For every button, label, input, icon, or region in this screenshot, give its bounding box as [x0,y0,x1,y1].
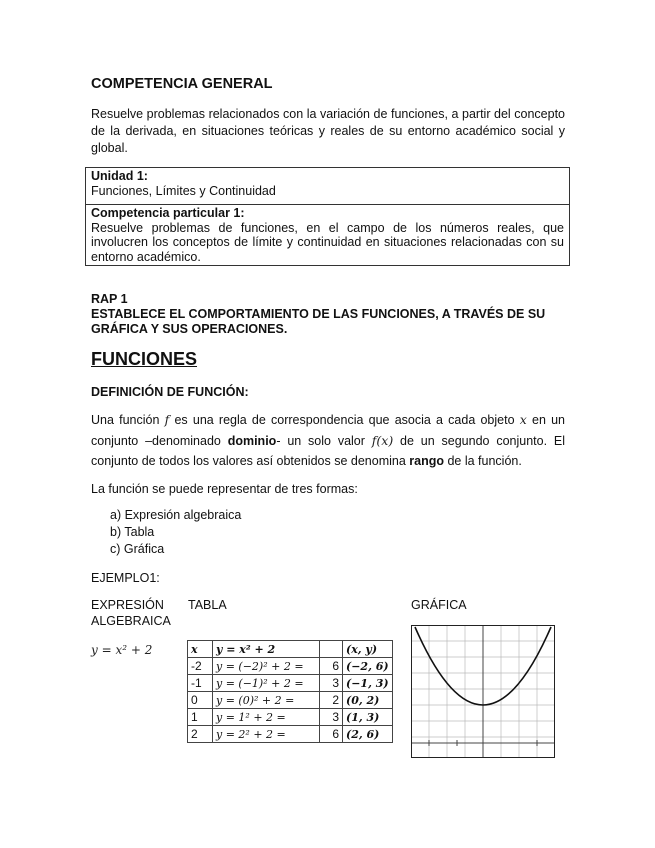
parabola-graph [411,625,556,759]
fx-symbol: f(x) [371,432,394,448]
definition-paragraph: Una función f es una regla de correspondencia que asocia a cada objeto x en un conjunto –denominado dominio- un solo valor f(x) de un segundo conjunto. El conjunto de todos los valores así obtenidos se denomina rango de la función. [91,412,566,468]
table-row: 0 y = (0)² + 2 = 2 (0, 2) [188,692,393,709]
definition-heading: DEFINICIÓN DE FUNCIÓN: [91,385,249,399]
table-row: 1 y = 1² + 2 = 3 (1, 3) [188,709,393,726]
competencia-particular-text: Resuelve problemas de funciones, en el campo de los números reales, que involucren los conceptos de límite y continuidad en situaciones relacionadas con su entorno académico. [91,220,564,264]
f-symbol: f [164,412,170,427]
list-item: c) Gráfica [110,542,165,556]
competencia-general-heading: COMPETENCIA GENERAL [91,76,273,92]
forms-list [110,507,241,558]
dominio-term: dominio [227,433,277,448]
table-row: -1 y = (−1)² + 2 = 3 (−1, 3) [188,675,393,692]
unit-title: Unidad 1: [91,169,148,183]
rap-label: RAP 1 [91,292,128,306]
x-symbol: x [519,412,527,427]
forms-intro: La función se puede representar de tres formas: [91,482,358,496]
table-row: 2 y = 2² + 2 = 6 (2, 6) [188,726,393,743]
graph-column-header: GRÁFICA [411,598,467,612]
table-header-row: x y = x² + 2 (x, y) [188,641,393,658]
rap-text: ESTABLECE EL COMPORTAMIENTO DE LAS FUNCIONES, A TRAVÉS DE SU GRÁFICA Y SUS OPERACIONES. [91,307,546,336]
rap-block [91,292,571,337]
algebraic-expression: y = x² + 2 [91,643,153,657]
values-table [187,640,393,743]
expression-column-header: EXPRESIÓN ALGEBRAICA [91,598,171,628]
unit-box [85,167,570,205]
example-label: EJEMPLO1: [91,571,160,585]
table-row: -2 y = (−2)² + 2 = 6 (−2, 6) [188,658,393,675]
competencia-particular-title: Competencia particular 1: [91,206,245,220]
competencia-particular-box [85,204,570,266]
list-item: b) Tabla [110,525,155,539]
section-title: FUNCIONES [91,349,198,369]
rango-term: rango [409,454,444,468]
competencia-general-text: Resuelve problemas relacionados con la variación de funciones, a partir del concepto de la derivada, en situaciones teóricas y reales de su entorno académico social y global. [91,107,565,155]
list-item: a) Expresión algebraica [110,508,242,522]
unit-text: Funciones, Límites y Continuidad [91,183,276,198]
table-column-header: TABLA [188,598,227,612]
